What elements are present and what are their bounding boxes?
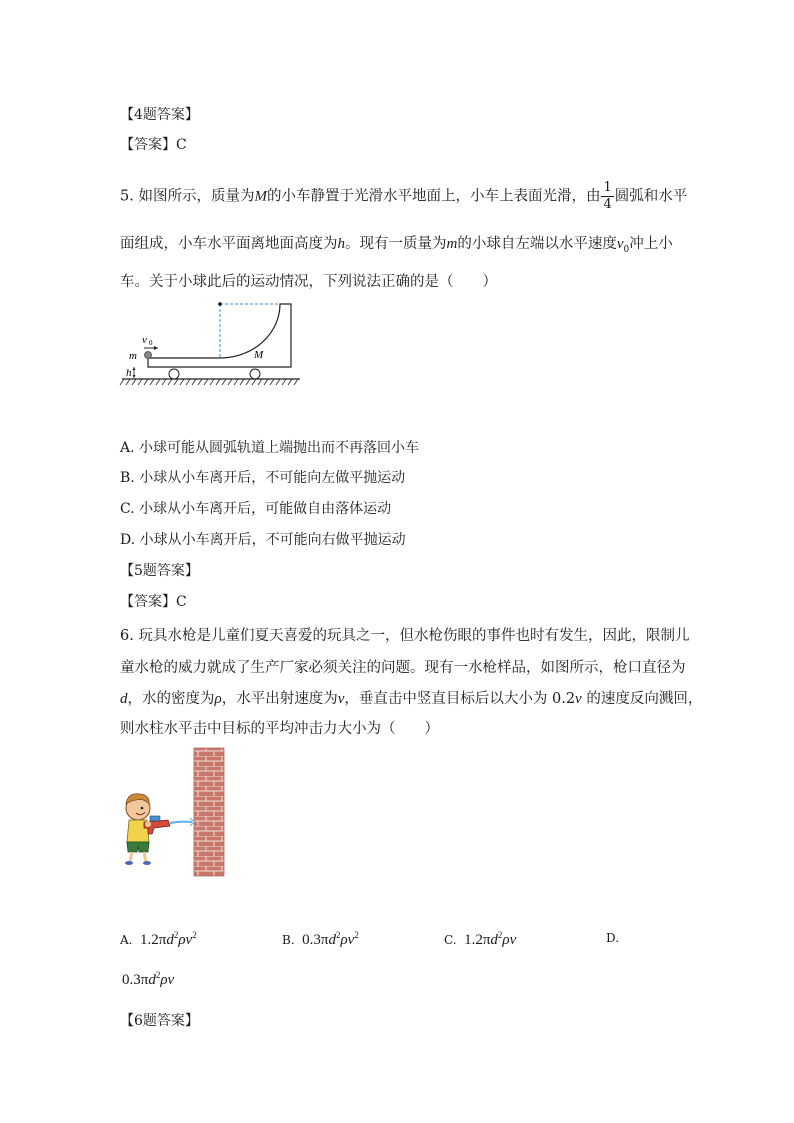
q6-stem-line4: 则水柱水平击中目标的平均冲击力大小为（ ） <box>120 721 439 737</box>
q6-option-a: A. $1.2\pi d^2\rho v^2$ <box>120 930 197 948</box>
brick-wall <box>194 748 224 876</box>
q4-heading: 【4题答案】 <box>120 107 199 123</box>
q6-option-b: B. $0.3\pi d^2\rho v^2$ <box>282 930 359 948</box>
q5-option-d: D. 小球从小车离开后，不可能向右做平抛运动 <box>120 532 406 548</box>
q4-answer: 【答案】C <box>120 137 187 153</box>
label-v0: v <box>142 334 147 346</box>
q6-stem-line3: d，水的密度为ρ，水平出射速度为v，垂直击中竖直目标后以大小为 0.2v 的速度反向溅回， <box>120 691 703 707</box>
q5-stem-line3: 车。关于小球此后的运动情况，下列说法正确的是（ ） <box>120 274 497 290</box>
q5-option-c: C. 小球从小车离开后，可能做自由落体运动 <box>120 501 392 517</box>
q5-answer: 【答案】C <box>120 594 187 610</box>
ground-hatching <box>120 379 298 385</box>
q6-option-d: $0.3\pi d^2\rho v$ <box>122 970 175 988</box>
label-M: M <box>254 349 264 361</box>
velocity-arrowhead <box>154 346 158 350</box>
kid-shorts <box>127 842 149 852</box>
q5-option-b: B. 小球从小车离开后，不可能向左做平抛运动 <box>120 470 406 486</box>
q5-stem-line2: 面组成，小车水平面离地面高度为h。现有一质量为m的小球自左端以水平速度$v_0$冲上小 <box>120 236 673 255</box>
water-stream <box>170 822 192 823</box>
cart-figure <box>118 296 308 396</box>
q6-heading: 【6题答案】 <box>120 1013 199 1029</box>
fraction-one-quarter: $\frac{1}{4}$ <box>603 180 612 212</box>
label-v0-sub: 0 <box>149 339 153 347</box>
wheel-left <box>169 369 179 379</box>
q5-option-a: A. 小球可能从圆弧轨道上端抛出而不再落回小车 <box>120 440 420 456</box>
q6-stem-line2: 童水枪的威力就成了生产厂家必须关注的问题。现有一水枪样品，如图所示，枪口直径为 <box>120 660 686 676</box>
q5-stem-line1: 5. 如图所示，质量为M的小车静置于光滑水平地面上，小车上表面光滑，由 $\frac{1}{4}$ 圆弧和水平 <box>120 180 688 212</box>
q6-option-d-label: D. <box>606 931 620 945</box>
q5-heading: 【5题答案】 <box>120 563 199 579</box>
arc-top-point <box>218 302 222 306</box>
label-h: h <box>126 367 132 379</box>
ball <box>145 352 152 359</box>
water-gun-figure <box>118 746 228 878</box>
label-m: m <box>129 350 137 362</box>
q6-stem-line1: 6. 玩具水枪是儿童们夏天喜爱的玩具之一，但水枪伤眼的事件也时有发生，因此，限制儿 <box>120 628 690 644</box>
wheel-right <box>250 369 260 379</box>
q6-option-c: C. $1.2\pi d^2\rho v$ <box>444 930 517 948</box>
